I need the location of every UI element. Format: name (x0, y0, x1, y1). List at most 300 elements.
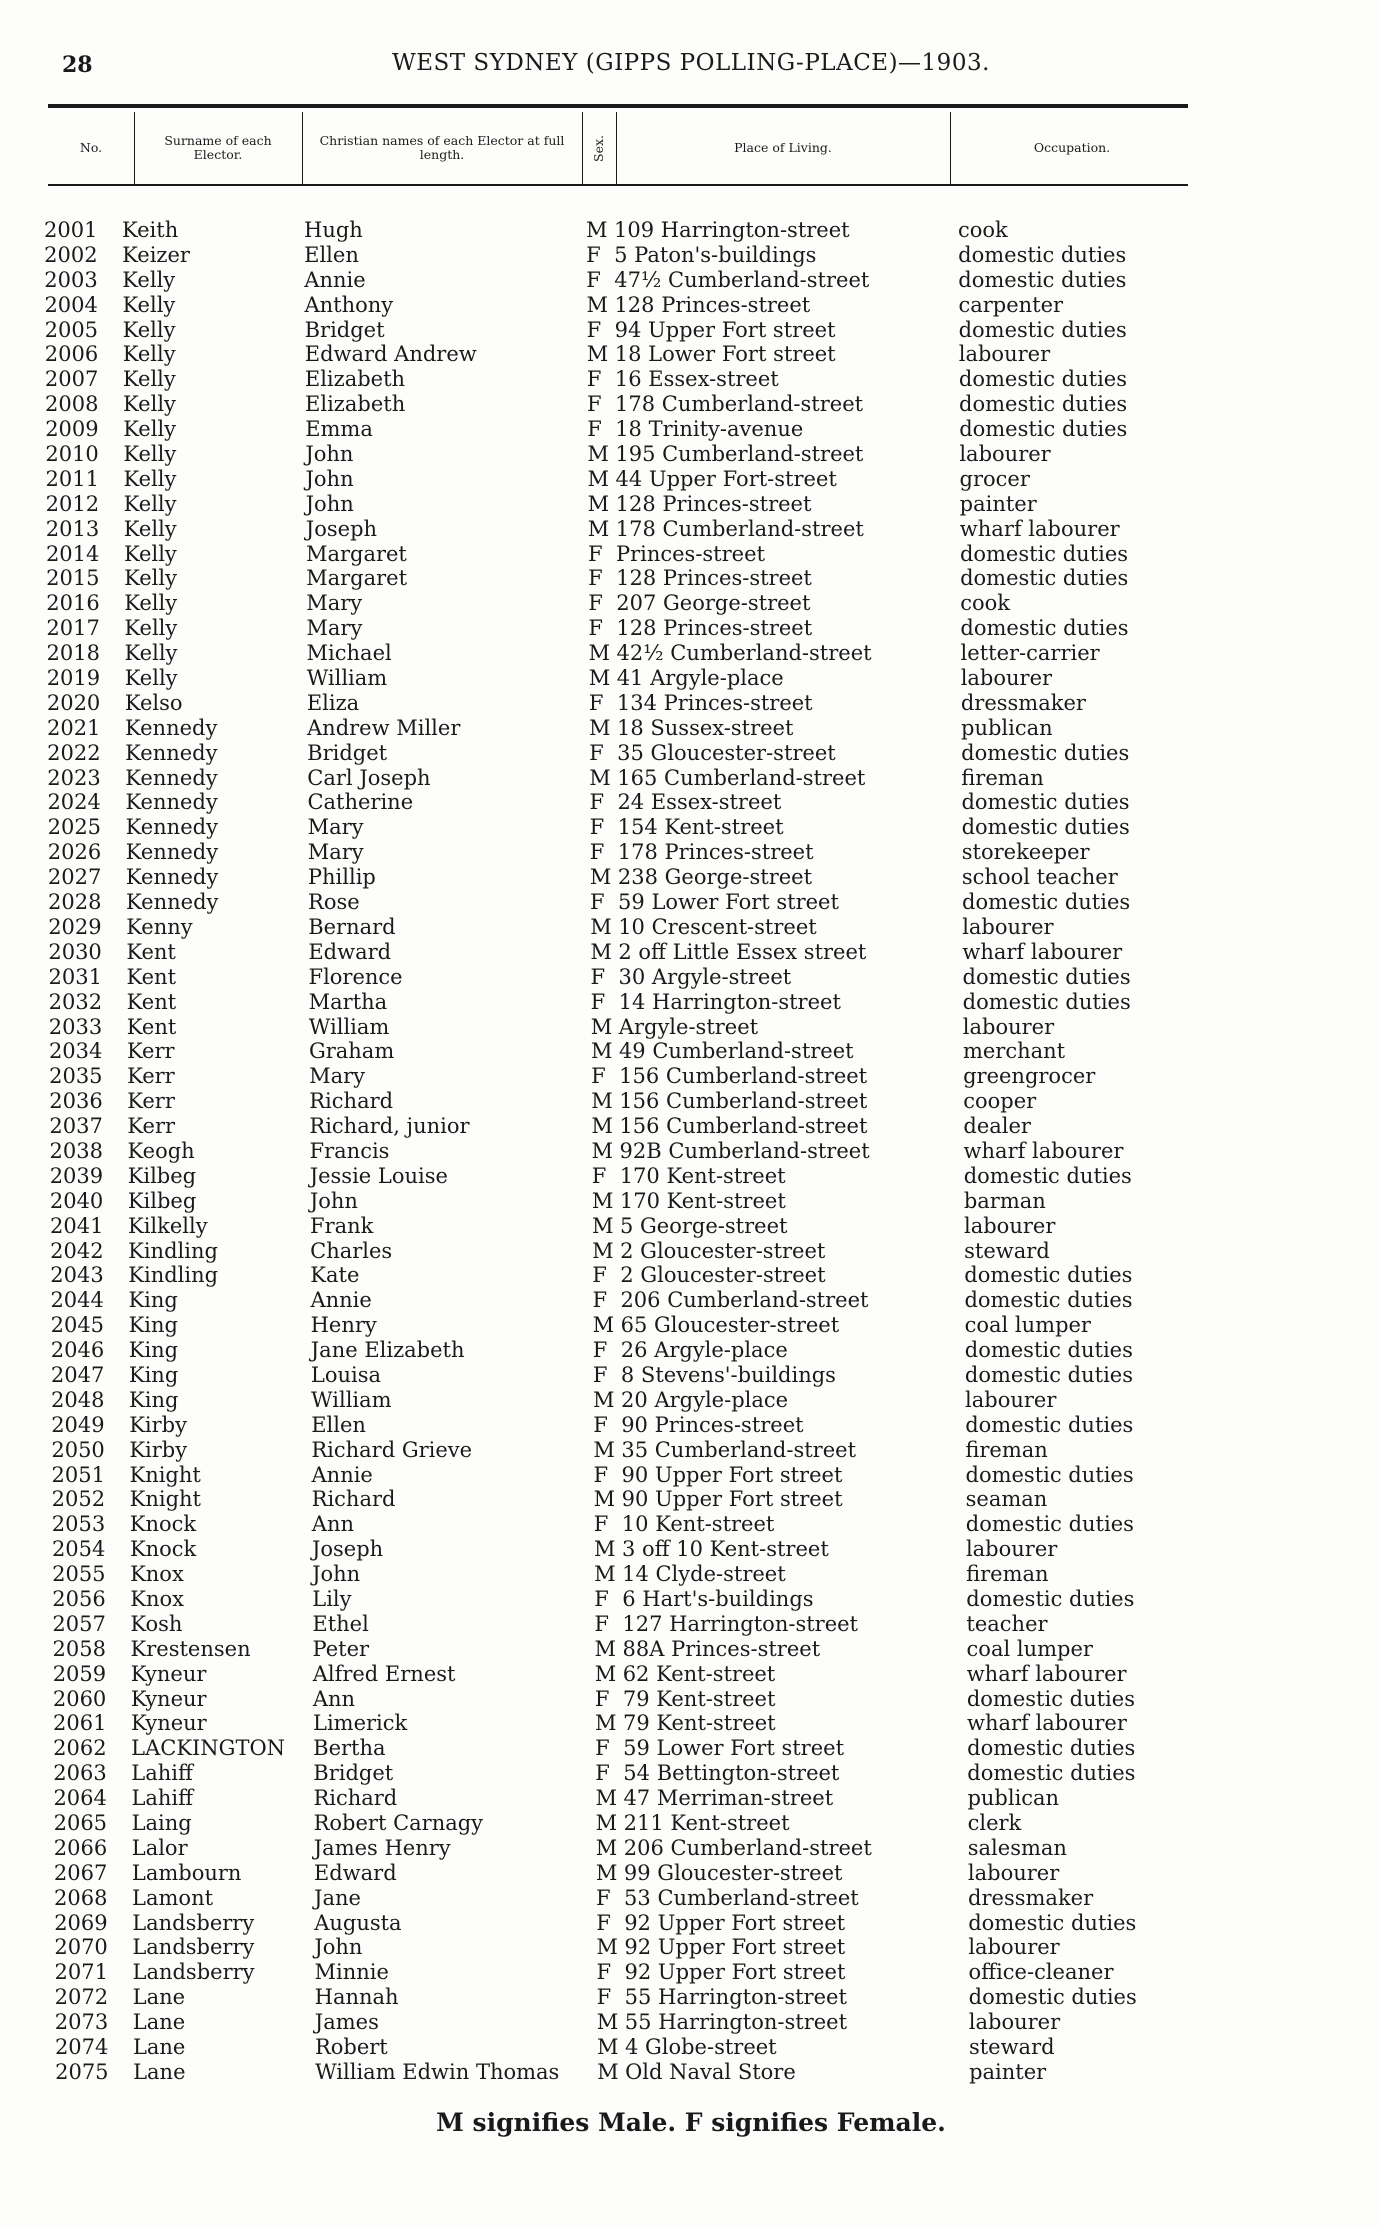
elector-surname: Kenny (126, 914, 193, 939)
elector-sex: M (597, 2059, 619, 2084)
elector-sex: M (587, 442, 609, 467)
elector-christian-names: William (311, 1387, 392, 1412)
elector-place-of-living: 14 Clyde-street (622, 1562, 786, 1587)
elector-place-of-living: 2 off Little Essex street (618, 939, 867, 964)
elector-sex: F (592, 1263, 607, 1288)
elector-surname: Kindling (128, 1238, 218, 1263)
elector-number: 2029 (48, 914, 102, 939)
elector-place-of-living: 55 Harrington-street (624, 1985, 847, 2010)
elector-number: 2004 (44, 292, 98, 317)
table-row (2, 591, 1382, 616)
elector-surname: Kent (126, 939, 176, 964)
elector-occupation: barman (963, 1188, 1046, 1213)
table-row (11, 1985, 1382, 2010)
table-row (8, 1463, 1382, 1488)
elector-place-of-living: 4 Globe-street (624, 2035, 777, 2060)
elector-number: 2054 (51, 1537, 106, 1562)
elector-surname: Kelly (123, 392, 176, 417)
table-row (7, 1363, 1382, 1388)
elector-place-of-living: 90 Princes-street (621, 1412, 804, 1437)
elector-occupation: wharf labourer (963, 1138, 1124, 1163)
elector-place-of-living: 79 Kent-street (623, 1711, 776, 1736)
elector-number: 2017 (46, 616, 100, 641)
table-row (7, 1338, 1382, 1363)
elector-christian-names: William Edwin Thomas (315, 2059, 560, 2084)
elector-occupation: labourer (958, 342, 1051, 367)
elector-surname: Kelly (123, 491, 177, 516)
table-row (9, 1711, 1382, 1736)
elector-christian-names: Mary (307, 815, 364, 840)
elector-place-of-living: 35 Cumberland-street (621, 1437, 857, 1462)
table-row (4, 915, 1382, 940)
elector-place-of-living: 154 Kent-street (617, 815, 784, 840)
elector-surname: Knox (130, 1562, 184, 1587)
elector-surname: Kyneur (130, 1661, 207, 1686)
elector-sex: F (588, 616, 603, 641)
elector-number: 2046 (50, 1338, 105, 1363)
elector-surname: Krestensen (130, 1636, 251, 1661)
elector-occupation: steward (964, 1238, 1050, 1263)
elector-sex: M (591, 1138, 614, 1163)
table-row (6, 1263, 1382, 1288)
elector-number: 2069 (54, 1910, 108, 1935)
table-row (1, 342, 1382, 367)
sex-header-label: Sex. (591, 134, 606, 162)
elector-place-of-living: 79 Kent-street (622, 1686, 776, 1711)
elector-christian-names: Henry (310, 1313, 377, 1338)
elector-sex: M (594, 1562, 616, 1587)
table-row (6, 1239, 1382, 1264)
elector-surname: Kelly (122, 267, 176, 292)
elector-sex: M (595, 1786, 617, 1811)
elector-number: 2057 (52, 1611, 106, 1636)
elector-surname: Kelly (123, 466, 177, 491)
table-row (3, 691, 1382, 716)
elector-occupation: domestic duties (964, 1288, 1133, 1313)
elector-occupation: domestic duties (958, 242, 1127, 267)
elector-number: 2061 (53, 1711, 107, 1736)
elector-sex: F (596, 1885, 611, 1910)
elector-christian-names: Rose (308, 890, 360, 915)
column-header-no: No. (79, 140, 103, 155)
elector-number: 2013 (45, 516, 100, 541)
elector-surname: Kyneur (130, 1686, 207, 1711)
elector-occupation: labourer (962, 1014, 1055, 1039)
elector-place-of-living: 62 Kent-street (622, 1661, 776, 1686)
elector-surname: Kelly (122, 292, 176, 317)
elector-surname: Kennedy (125, 865, 219, 890)
elector-number: 2037 (49, 1114, 103, 1139)
table-row (7, 1388, 1382, 1413)
table-row (1, 367, 1382, 392)
elector-surname: Kelly (123, 442, 177, 467)
elector-number: 2014 (45, 541, 100, 566)
elector-surname: Kirby (129, 1412, 187, 1437)
elector-christian-names: Francis (309, 1138, 390, 1163)
elector-number: 2067 (53, 1860, 108, 1885)
elector-place-of-living: 65 Gloucester-street (620, 1313, 840, 1338)
elector-occupation: domestic duties (964, 1362, 1134, 1387)
elector-surname: Lamont (132, 1885, 214, 1910)
elector-surname: Kelly (122, 367, 176, 392)
elector-sex: M (592, 1313, 615, 1338)
elector-occupation: wharf labourer (959, 516, 1120, 541)
elector-place-of-living: 3 off 10 Kent-street (621, 1537, 829, 1562)
elector-surname: Kent (126, 964, 177, 989)
elector-place-of-living: 128 Princes-street (616, 566, 812, 591)
elector-surname: Kosh (130, 1611, 183, 1636)
elector-number: 2064 (53, 1786, 107, 1811)
elector-place-of-living: 10 Kent-street (621, 1512, 775, 1537)
table-row (8, 1587, 1382, 1612)
elector-occupation: school teacher (961, 865, 1118, 890)
elector-place-of-living: 35 Gloucester-street (617, 740, 836, 765)
elector-sex: M (587, 491, 610, 516)
elector-occupation: domestic duties (968, 1910, 1137, 1935)
elector-sex: F (587, 417, 602, 442)
elector-number: 2033 (48, 1014, 103, 1039)
elector-surname: Kennedy (125, 790, 218, 815)
table-row (8, 1487, 1382, 1512)
elector-christian-names: Ellen (304, 242, 359, 267)
elector-christian-names: Joseph (311, 1537, 384, 1562)
elector-christian-names: Richard Grieve (311, 1437, 473, 1462)
elector-number: 2065 (53, 1811, 108, 1835)
table-row (0, 243, 1382, 268)
table-row (10, 1935, 1382, 1960)
elector-number: 2018 (46, 641, 100, 666)
elector-christian-names: Martha (308, 989, 388, 1014)
elector-place-of-living: 14 Harrington-street (618, 989, 841, 1014)
elector-surname: Kelly (123, 516, 177, 541)
elector-christian-names: Augusta (314, 1910, 402, 1935)
elector-number: 2024 (47, 790, 101, 815)
elector-sex: F (591, 1064, 606, 1089)
elector-christian-names: Anthony (304, 292, 394, 317)
table-row (6, 1288, 1382, 1313)
elector-christian-names: Bridget (313, 1761, 394, 1786)
elector-number: 2008 (45, 392, 99, 417)
elector-christian-names: John (314, 1935, 363, 1960)
elector-number: 2047 (50, 1362, 105, 1387)
elector-occupation: domestic duties (961, 790, 1130, 815)
elector-surname: Kelly (123, 417, 177, 442)
elector-sex: M (593, 1387, 615, 1412)
elector-place-of-living: 156 Cumberland-street (619, 1114, 868, 1139)
elector-place-of-living: 54 Bettington-street (623, 1761, 840, 1786)
page-number: 28 (62, 52, 93, 78)
elector-occupation: domestic duties (962, 890, 1131, 915)
table-row (10, 1836, 1382, 1861)
elector-christian-names: Margaret (305, 541, 407, 566)
elector-place-of-living: 127 Harrington-street (622, 1611, 858, 1636)
table-row (1, 318, 1382, 343)
elector-number: 2001 (44, 218, 98, 242)
elector-sex: F (588, 566, 603, 591)
elector-surname: Kilbeg (127, 1188, 197, 1213)
elector-occupation: painter (959, 491, 1037, 516)
elector-place-of-living: 10 Crescent-street (618, 914, 817, 939)
table-row (2, 542, 1382, 567)
table-row (5, 1089, 1382, 1114)
elector-sex: F (589, 840, 605, 865)
elector-surname: Knight (129, 1462, 201, 1487)
table-row (5, 990, 1382, 1015)
elector-place-of-living: 42½ Cumberland-street (616, 641, 872, 666)
elector-sex: M (594, 1661, 617, 1686)
elector-place-of-living: 47½ Cumberland-street (614, 267, 870, 292)
elector-surname: Laing (131, 1811, 192, 1835)
elector-number: 2050 (51, 1437, 105, 1462)
elector-surname: Kerr (126, 1039, 175, 1064)
elector-sex: M (586, 292, 608, 317)
elector-christian-names: Bernard (308, 914, 396, 939)
elector-christian-names: Carl Joseph (307, 765, 431, 790)
elector-christian-names: John (305, 491, 354, 516)
elector-place-of-living: 8 Stevens'-buildings (620, 1362, 836, 1387)
elector-number: 2007 (44, 367, 99, 392)
elector-surname: Kerr (127, 1114, 176, 1139)
elector-place-of-living: 55 Harrington-street (624, 2010, 848, 2035)
elector-place-of-living: 24 Essex-street (617, 790, 782, 815)
elector-number: 2025 (47, 815, 102, 840)
elector-number: 2019 (46, 666, 101, 691)
elector-number: 2066 (53, 1835, 108, 1860)
elector-surname: LACKINGTON (131, 1736, 286, 1761)
elector-christian-names: John (312, 1562, 361, 1587)
elector-christian-names: Hannah (314, 1985, 399, 2010)
elector-occupation: domestic duties (963, 1163, 1132, 1188)
elector-sex: M (595, 1835, 618, 1860)
elector-christian-names: Joseph (305, 516, 378, 541)
elector-place-of-living: 195 Cumberland-street (615, 442, 864, 467)
table-row (2, 517, 1382, 542)
elector-sex: F (587, 392, 602, 417)
elector-sex: F (592, 1362, 608, 1387)
elector-occupation: greengrocer (963, 1064, 1096, 1089)
elector-christian-names: Phillip (307, 865, 376, 890)
table-row (0, 293, 1382, 318)
elector-sex: M (587, 516, 610, 541)
elector-sex: F (594, 1586, 609, 1611)
elector-number: 2071 (54, 1960, 108, 1985)
table-row (3, 766, 1382, 791)
elector-place-of-living: 156 Cumberland-street (619, 1089, 868, 1114)
elector-christian-names: Jessie Louise (309, 1163, 448, 1188)
elector-number: 2074 (54, 2035, 109, 2060)
elector-number: 2070 (54, 1935, 108, 1960)
elector-occupation: dealer (963, 1114, 1031, 1139)
table-row (8, 1512, 1382, 1537)
table-row (4, 815, 1382, 840)
elector-sex: F (596, 1985, 612, 2010)
elector-number: 2034 (48, 1039, 103, 1064)
column-separator (582, 112, 583, 184)
table-row (3, 666, 1382, 691)
elector-occupation: seaman (965, 1487, 1048, 1512)
elector-place-of-living: 6 Hart's-buildings (622, 1586, 814, 1611)
elector-christian-names: James Henry (313, 1835, 451, 1860)
elector-surname: Lane (133, 2059, 186, 2084)
elector-surname: Kelly (123, 541, 177, 566)
elector-surname: King (128, 1288, 178, 1313)
elector-occupation: labourer (962, 914, 1054, 939)
elector-number: 2056 (52, 1586, 106, 1611)
elector-place-of-living: 5 George-street (620, 1213, 788, 1238)
table-row (8, 1537, 1382, 1562)
elector-place-of-living: 18 Sussex-street (617, 715, 794, 740)
elector-surname: Kindling (128, 1263, 219, 1288)
elector-place-of-living: 134 Princes-street (616, 690, 813, 715)
elector-christian-names: Robert (314, 2035, 388, 2060)
elector-christian-names: Margaret (306, 566, 408, 591)
elector-occupation: domestic duties (965, 1412, 1134, 1437)
elector-occupation: teacher (966, 1611, 1048, 1636)
elector-place-of-living: 170 Kent-street (619, 1163, 786, 1188)
elector-number: 2041 (50, 1213, 104, 1238)
elector-occupation: painter (969, 2059, 1047, 2084)
table-row (5, 965, 1382, 990)
table-row (9, 1637, 1382, 1662)
elector-christian-names: Richard (311, 1487, 396, 1512)
elector-number: 2062 (53, 1736, 107, 1761)
elector-surname: Kennedy (125, 715, 218, 740)
elector-number: 2042 (50, 1238, 104, 1263)
elector-sex: M (586, 342, 609, 367)
elector-sex: F (594, 1686, 610, 1711)
elector-surname: Lane (132, 2010, 186, 2035)
elector-christian-names: Elizabeth (304, 367, 406, 392)
elector-sex: F (591, 1163, 607, 1188)
elector-sex: M (595, 1811, 618, 1835)
elector-occupation: labourer (965, 1387, 1057, 1412)
column-separator (950, 112, 951, 184)
elector-occupation: office-cleaner (968, 1960, 1114, 1985)
elector-place-of-living: 206 Cumberland-street (623, 1835, 872, 1860)
elector-sex: M (590, 914, 612, 939)
elector-place-of-living: 90 Upper Fort street (621, 1462, 843, 1487)
elector-christian-names: Graham (308, 1039, 395, 1064)
table-row (7, 1413, 1382, 1438)
elector-number: 2060 (52, 1686, 107, 1711)
elector-surname: King (128, 1338, 179, 1363)
elector-place-of-living: 59 Lower Fort street (623, 1736, 845, 1761)
elector-christian-names: Lily (312, 1586, 352, 1611)
elector-occupation: domestic duties (958, 267, 1127, 292)
elector-occupation: domestic duties (960, 566, 1129, 591)
table-row (8, 1612, 1382, 1637)
column-separator (616, 112, 617, 184)
elector-number: 2002 (44, 242, 98, 267)
elector-christian-names: Ethel (312, 1611, 369, 1636)
footer-legend: M signifies Male. F signifies Female. (436, 2108, 946, 2137)
elector-surname: Kelly (124, 591, 178, 616)
table-row (10, 1861, 1382, 1886)
elector-surname: Kent (126, 989, 177, 1014)
elector-surname: Kelly (124, 641, 178, 666)
elector-number: 2011 (45, 466, 99, 491)
elector-christian-names: Mary (307, 840, 364, 865)
elector-place-of-living: 92 Upper Fort street (624, 1960, 846, 1985)
elector-christian-names: Mary (306, 591, 363, 616)
table-row (9, 1786, 1382, 1811)
elector-number: 2021 (47, 715, 101, 740)
table-row (5, 1015, 1382, 1040)
elector-number: 2035 (49, 1064, 103, 1089)
elector-occupation: dressmaker (960, 690, 1086, 715)
elector-occupation: clerk (967, 1811, 1022, 1835)
elector-place-of-living: 238 George-street (617, 865, 813, 890)
elector-christian-names: Elizabeth (305, 392, 406, 417)
elector-occupation: coal lumper (966, 1636, 1093, 1661)
elector-christian-names: James (314, 2010, 379, 2035)
elector-christian-names: Peter (312, 1636, 370, 1661)
elector-surname: Kilbeg (127, 1163, 197, 1188)
elector-sex: M (595, 1860, 618, 1885)
elector-occupation: labourer (967, 1860, 1060, 1885)
elector-number: 2016 (46, 591, 100, 616)
elector-christian-names: Mary (309, 1064, 366, 1089)
elector-occupation: domestic duties (960, 616, 1129, 641)
table-row (4, 865, 1382, 890)
elector-place-of-living: 178 Cumberland-street (615, 516, 864, 541)
table-row (8, 1562, 1382, 1587)
table-row (0, 268, 1382, 293)
elector-sex: M (592, 1238, 614, 1263)
elector-surname: Landsberry (132, 1910, 255, 1935)
elector-occupation: domestic duties (961, 740, 1130, 765)
elector-christian-names: Eliza (306, 690, 360, 715)
elector-place-of-living: 59 Lower Fort street (618, 890, 839, 915)
elector-sex: M (588, 641, 611, 666)
table-row (9, 1761, 1382, 1786)
elector-sex: F (586, 367, 602, 392)
table-row (11, 2060, 1382, 2085)
elector-sex: F (590, 890, 605, 915)
elector-number: 2055 (52, 1562, 106, 1587)
elector-christian-names: Richard, junior (309, 1114, 470, 1139)
elector-place-of-living: 20 Argyle-place (621, 1387, 789, 1412)
column-separator (302, 112, 303, 184)
elector-occupation: domestic duties (965, 1512, 1134, 1537)
elector-number: 2038 (49, 1138, 103, 1163)
elector-number: 2072 (54, 1985, 109, 2010)
elector-number: 2010 (45, 442, 99, 467)
column-header-occupation: Occupation. (1033, 140, 1111, 155)
elector-number: 2036 (49, 1089, 103, 1114)
elector-number: 2075 (55, 2059, 109, 2084)
elector-occupation: domestic duties (967, 1761, 1136, 1786)
elector-number: 2012 (45, 491, 100, 516)
elector-sex: M (589, 765, 611, 790)
elector-surname: Knock (129, 1537, 197, 1562)
elector-surname: Lane (132, 1985, 186, 2010)
column-header-christian: Christian names of each Elector at full length. (319, 133, 565, 162)
elector-christian-names: William (306, 666, 388, 691)
elector-occupation: letter-carrier (960, 641, 1100, 666)
elector-christian-names: Charles (310, 1238, 393, 1263)
elector-sex: M (588, 666, 611, 691)
elector-number: 2043 (50, 1263, 104, 1288)
elector-sex: F (593, 1412, 608, 1437)
elector-sex: F (586, 267, 601, 292)
elector-occupation: grocer (959, 466, 1030, 491)
elector-place-of-living: 53 Cumberland-street (624, 1885, 859, 1910)
table-row (5, 1114, 1382, 1139)
elector-surname: Lane (132, 2035, 186, 2060)
elector-number: 2026 (47, 840, 102, 865)
elector-sex: F (589, 790, 605, 815)
